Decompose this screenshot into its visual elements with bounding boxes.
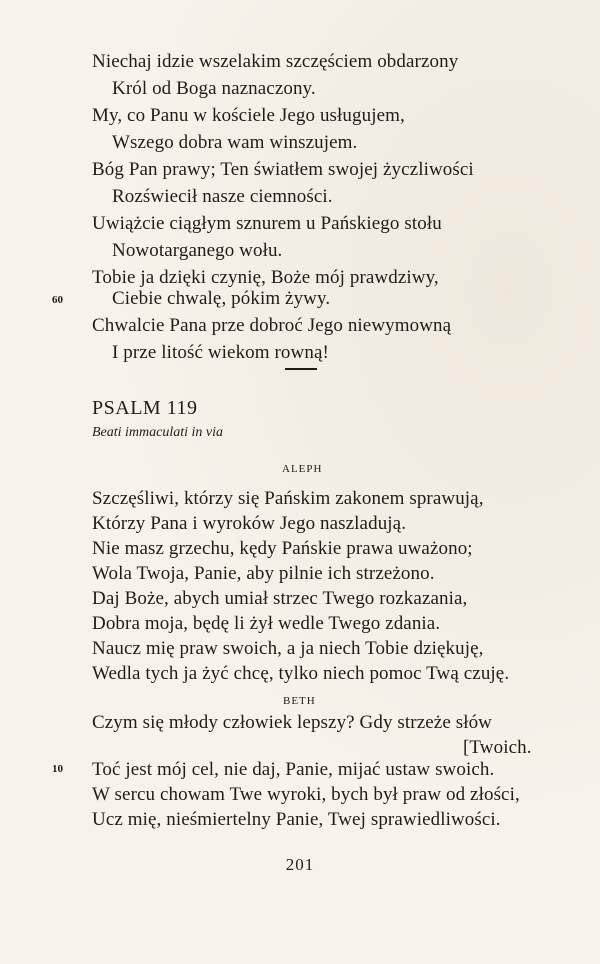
verse-line: Toć jest mój cel, nie daj, Panie, mijać ustaw swoich. <box>92 759 495 780</box>
verse-line: My, co Panu w kościele Jego usługujem, <box>92 105 405 126</box>
verse-line: Szczęśliwi, którzy się Pańskim zakonem sprawują, <box>92 488 484 509</box>
verse-line: Wola Twoja, Panie, aby pilnie ich strzeżono. <box>92 563 435 584</box>
verse-line: Uwiążcie ciągłym sznurem u Pańskiego stołu <box>92 213 442 234</box>
section-heading-aleph: ALEPH <box>282 463 323 475</box>
verse-line: Bóg Pan prawy; Ten światłem swojej życzliwości <box>92 159 474 180</box>
section-heading-beth: BETH <box>283 695 316 707</box>
verse-line: I prze litość wiekom rowną! <box>112 342 329 363</box>
verse-line: Chwalcie Pana prze dobroć Jego niewymowną <box>92 315 452 336</box>
line-number: 60 <box>52 294 63 306</box>
psalm-title: PSALM 119 <box>92 397 198 419</box>
section-divider <box>285 368 317 370</box>
line-number: 10 <box>52 763 63 775</box>
page-number: 201 <box>285 855 315 874</box>
verse-line: Ucz mię, nieśmiertelny Panie, Twej sprawiedliwości. <box>92 809 501 830</box>
verse-line: Ciebie chwalę, pókim żywy. <box>112 288 331 309</box>
psalm-subtitle: Beati immaculati in via <box>92 425 224 440</box>
verse-line-continuation: [Twoich. <box>463 737 532 758</box>
verse-line: Którzy Pana i wyroków Jego naszladują. <box>92 513 407 534</box>
verse-line: Wedla tych ja żyć chcę, tylko niech pomoc Twą czuję. <box>92 663 510 684</box>
verse-line: W sercu chowam Twe wyroki, bych był praw od złości, <box>92 784 520 805</box>
verse-line: Niechaj idzie wszelakim szczęściem obdarzony <box>92 51 459 72</box>
verse-line: Król od Boga naznaczony. <box>112 78 316 99</box>
verse-line: Rozświecił nasze ciemności. <box>112 186 333 207</box>
verse-line: Nie masz grzechu, kędy Pańskie prawa uważono; <box>92 538 473 559</box>
verse-line: Nowotarganego wołu. <box>112 240 283 261</box>
verse-line: Dobra moja, będę li żył wedle Twego zdania. <box>92 613 441 634</box>
verse-line: Tobie ja dzięki czynię, Boże mój prawdziwy, <box>92 267 439 288</box>
verse-line: Naucz mię praw swoich, a ja niech Tobie dziękuję, <box>92 638 484 659</box>
verse-line: Czym się młody człowiek lepszy? Gdy strzeże słów <box>92 712 492 733</box>
verse-line: Wszego dobra wam winszujem. <box>112 132 358 153</box>
verse-line: Daj Boże, abych umiał strzec Twego rozkazania, <box>92 588 468 609</box>
